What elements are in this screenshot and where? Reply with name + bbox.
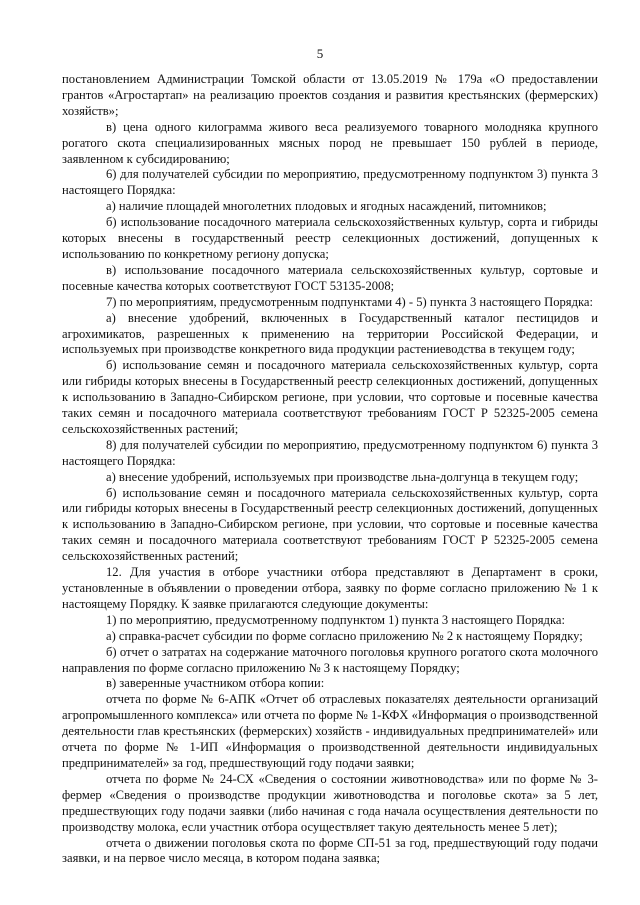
- paragraph: 12. Для участия в отборе участники отбора представляют в Департамент в сроки, установленные в объявлении о проведении отбора, заявку по форме согласно приложению № 1 к настоящему Порядку. К заявке прилагаются следующие документы:: [62, 565, 598, 611]
- paragraph: 7) по мероприятиям, предусмотренным подпунктами 4) - 5) пункта 3 настоящего Порядка:: [106, 294, 594, 309]
- paragraph: в) использование посадочного материала сельскохозяйственных культур, сортовые и посевные качества которых соответствуют ГОСТ 53135-2008;: [62, 262, 598, 293]
- page-number: 5: [316, 46, 324, 61]
- paragraph-continuation: постановлением Администрации Томской области от 13.05.2019 № 179а «О предоставлении грантов «Агростартап» на реализацию проектов создания и развития крестьянских (фермерских) хозяйств»;: [62, 72, 598, 118]
- paragraph: а) внесение удобрений, включенных в Государственный каталог пестицидов и агрохимикатов, разрешенных к применению на территории Российской Федерации, и используемых при производстве конкретного вида продукции растениеводства в текущем году;: [62, 310, 598, 357]
- paragraph: 6) для получателей субсидии по мероприятию, предусмотренному подпунктом 3) пункта 3 настоящего Порядка:: [62, 167, 598, 198]
- paragraph: б) использование семян и посадочного материала сельскохозяйственных культур, сорта или гибриды которых внесены в Государственный реестр селекционных достижений, допущенных к использованию в Западно-Сибирском регионе, при условии, что сортовые и посевные качества таких семян и посадочного материала соответствуют требованиям ГОСТ Р 52325-2005 семена сельскохозяйственных растений;: [62, 358, 598, 436]
- paragraph: а) наличие площадей многолетних плодовых и ягодных насаждений, питомников;: [106, 199, 547, 214]
- paragraph: 8) для получателей субсидии по мероприятию, предусмотренному подпунктом 6) пункта 3 настоящего Порядка:: [62, 437, 598, 468]
- paragraph: отчета по форме № 6-АПК «Отчет об отраслевых показателях деятельности организаций агропромышленного комплекса» или отчета по форме № 1-КФХ «Информация о производственной деятельности глав крестьянских (фермерских) хозяйств - индивидуальных предпринимателей» или отчета по форме № 1-ИП «Информация о производственной деятельности индивидуальных предпринимателей» за год, предшествующий году подачи заявки;: [62, 692, 598, 770]
- paragraph: отчета по форме № 24-СХ «Сведения о состоянии животноводства» или по форме № 3-фермер «Сведения о производстве продукции животноводства и поголовье скота» за 5 лет, предшествующих году подачи заявки (либо начиная с года начала осуществления деятельности по производству молока, если участник отбора осуществляет такую деятельность менее 5 лет);: [62, 771, 598, 834]
- paragraph: в) заверенные участником отбора копии:: [106, 676, 325, 691]
- paragraph: отчета о движении поголовья скота по форме СП-51 за год, предшествующий году подачи заявки, и на первое число месяца, в котором подана заявка;: [62, 835, 598, 866]
- paragraph: а) справка-расчет субсидии по форме согласно приложению № 2 к настоящему Порядку;: [106, 628, 583, 643]
- paragraph: б) использование посадочного материала сельскохозяйственных культур, сорта и гибриды которых внесены в государственный реестр селекционных достижений, допущенных к использованию по конкретному региону допуска;: [62, 215, 598, 261]
- paragraph: б) отчет о затратах на содержание маточного поголовья крупного рогатого скота молочного направления по форме согласно приложению № 3 к настоящему Порядку;: [62, 644, 598, 675]
- paragraph: 1) по мероприятию, предусмотренному подпунктом 1) пункта 3 настоящего Порядка:: [106, 612, 565, 627]
- paragraph: б) использование семян и посадочного материала сельскохозяйственных культур, сорта или гибриды которых внесены в Государственный реестр селекционных достижений, допущенных к использованию в Западно-Сибирском регионе, при условии, что сортовые и посевные качества таких семян и посадочного материала соответствуют требованиям ГОСТ Р 52325-2005 семена сельскохозяйственных растений;: [62, 485, 598, 564]
- document-body: [62, 72, 598, 867]
- paragraph: а) внесение удобрений, используемых при производстве льна-долгунца в текущем году;: [106, 469, 579, 484]
- paragraph: в) цена одного килограмма живого веса реализуемого товарного молодняка крупного рогатого скота специализированных мясных пород не превышает 150 рублей в периоде, заявленном к субсидированию;: [62, 119, 598, 166]
